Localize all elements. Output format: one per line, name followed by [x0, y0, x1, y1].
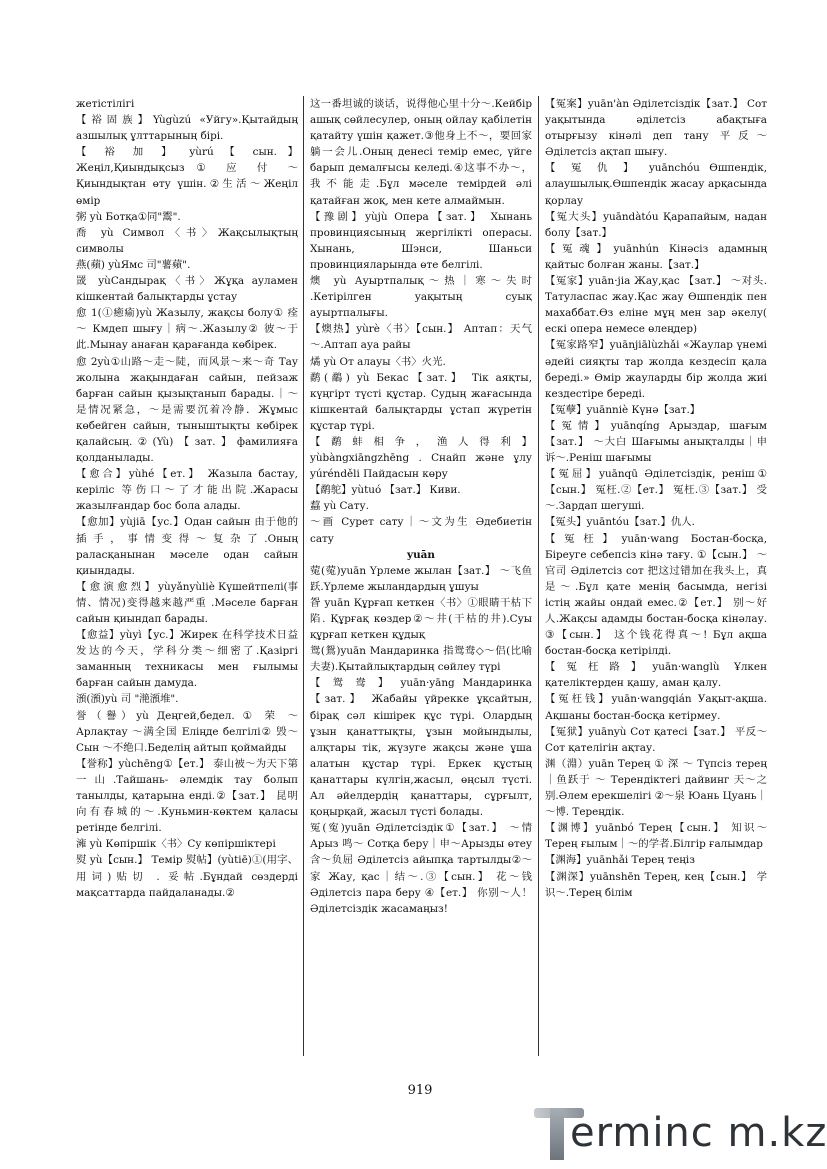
dictionary-entry: 【渊海】yuānhǎi Терең теңіз: [545, 854, 695, 867]
dictionary-entry: 蠚 yù Сату.: [310, 500, 369, 513]
dictionary-entry: 罭 yùСандырақ〈书〉Жұқа ауламен кішкентай балықтарды ұстау: [76, 275, 298, 304]
dictionary-entry: 燕(蘋) yùЯмс 司"薯蘋".: [76, 258, 191, 271]
dictionary-entry: 【愈加】yùjiā【ус.】Одан сайын 由于他的插手，事情变得～复杂了.Оның раласқанынан мәселе одан сайын қиындады.: [76, 516, 298, 577]
dictionary-entry: 【冤头】yuāntóu【зат.】仇人.: [545, 516, 695, 529]
dictionary-entry: 喬 yù Символ〈书〉Жақсылықтың символы: [76, 226, 298, 255]
dictionary-entry: 【燠热】yùrè〈书〉【сын.】 Аптап：天气～.Аптап ауа райы: [310, 323, 532, 352]
dictionary-entry: 渊（淵）yuān Терең ① 深 ～ Түпсіз терең｜鱼跃于 ～ Терендіктегі дайвинг 天～之别.Әлем ерекшелігі ②～泉 Юань Цуань｜～博. Тереңдік.: [545, 757, 767, 819]
dictionary-entry: 熨 yù【сын.】 Темір 熨帖】(yùtiē)①(用字、用词)贴切 . 妥帖.Бұндай сөздерді мақсаттарда пайдаланады.②: [76, 854, 298, 899]
dictionary-entry: 【渊深】yuānshēn Терең, кең【сын.】 学识～.Терең білім: [545, 870, 767, 899]
dictionary-entry: 愈 1(①癒瘉)yù Жазылу, жақсы болу① 痊～ Кмдеп шығу｜病～.Жазылу② 彼～于此.Мынау анаған қарағанда көбірек.: [76, 307, 298, 352]
dictionary-entry: 愈 2yù①山路～走～陡，而风景～来～奇 Тау жолына жақындаған сайын, пейзаж барған сайын қызықтанып барады.｜～是情况紧急，～是需要沉着冷静．Жұмыс көбейген сайын, тыныштықты көбірек қалайсың.②(Yù)【зат.】фамилияға қолданылады.: [76, 355, 298, 465]
dictionary-entry: 【 冤 仇 】 yuānchóu Өшпендік, алаушылық.Өшпендік жасау арқасында қорлау: [545, 162, 767, 207]
termincom-logo: [520, 1104, 827, 1162]
dictionary-entry: 澦(澦)yù 司 "滟澦堆".: [76, 693, 179, 706]
dictionary-entry: 【 鹬 蚌 相 争 ， 渔 人 得 利 】 yùbàngxiāngzhēng . Снайп және ұлу yúrénděli Пайдасын көру: [310, 435, 532, 481]
dictionary-entry: 【冤孽】yuānniè Күнә【зат.】: [545, 403, 701, 416]
section-headword: yuān: [407, 548, 435, 561]
dictionary-entry: 【冤家路窄】yuānjiālùzhǎi «Жаулар үнемі әдейі сияқты тар жолда кездесіп қала береді.» Өмір жауларды бір жолда жиі кездестіре береді.: [545, 339, 767, 400]
dictionary-entry: 【冤魂】yuānhún Кінәсіз адамның қайтыс болған жаны.【зат.】: [545, 242, 767, 271]
dictionary-entry: 誉（譽）yù Деңгей,бедел. ① 荣 ～ Арлақтау ～满全国 Еліңде белгілі② 毁～ Сын ～不绝口.Беделің айтып қоймайды: [76, 709, 298, 754]
dictionary-entry: 【冤大头】yuāndàtóu Қарапайым, надан болу【зат.】: [545, 210, 767, 239]
dictionary-entry: 燠 yù Ауыртпалық～热｜寒～失时 .Кетірілген уақытың суық ауыртпалығы.: [310, 275, 532, 320]
dictionary-entry: 【豫剧】yùjù Опера【зат.】 Хынань провинциясының жергілікті операсы. Хынань, Шэнси, Шаньси провинцияларында өте белгілі.: [310, 210, 532, 271]
dictionary-entry: ～画 Сурет сату｜～文为生 Әдебиетін сату: [310, 516, 532, 545]
dictionary-entry: 【鹬鸵】yùtuó 【зат.】 Киви.: [310, 484, 461, 497]
dictionary-entry: 燏 yù От алауы〈书〉火光.: [310, 355, 446, 368]
dictionary-entry: 【冤枉路】yuān·wanglù Ұлкен қателіктерден қашу, аман қалу.: [545, 661, 767, 690]
dictionary-entry: 【冤狱】yuānyù Сот қатесі【зат.】 平反～Сот қателігін ақтау.: [545, 725, 767, 754]
dictionary-entry: 【冤枉钱】yuān·wangqián Уақыт-ақша. Ақшаны бостан-босқа кетірмеу.: [545, 693, 767, 722]
dictionary-entry: 【冤家】yuān·jia Жау,қас 【зат.】 ～对头. Татуласпас жау.Қас жау Өшпендік пен махаббат.Өз еліне мұң мен зар әкелу( ескі опера немесе өлеңдер): [545, 275, 767, 336]
logo-text: erminc m.kz: [570, 1110, 827, 1156]
column-right: [545, 96, 767, 1056]
dictionary-entry: 【裕固族】Yùgùzú «Уйгу».Қытайдың азшылық ұлттарының бірі.: [76, 114, 298, 143]
dictionary-entry: жетістілігі: [76, 98, 135, 110]
dictionary-entry: 【 裕 加 】 yùrú 【 сын. 】 Жеңіл,Қиындықсыз ① 应 付 ～ Қиындықтан өту үшін.②生活～Жеңіл өмір: [76, 146, 298, 207]
dictionary-entry: 蒬(蒬)yuān Үрлеме жылан【зат.】 ～飞鱼跃.Үрлеме жыландардың ұшуы: [310, 564, 532, 593]
column-divider: [538, 96, 539, 1056]
dictionary-entry: 鸳(鴛)yuān Мандаринка 指鸳鸯◇～侣(比喻夫妻).Қытайлықтардың сөйлеу түрі: [310, 645, 532, 674]
dictionary-entry: 【冤情】yuānqíng Арыздар, шағым 【зат.】 ～大白 Шағымы анықталды｜申诉～.Реніш шағымы: [545, 419, 767, 465]
dictionary-entry: 这一番坦诚的谈话，说得他心里十分～.Кейбір ашық сөйлесулер, оның ойлау қабілетін қатайту үшін қажет.③他身上不～，要回家躺一会儿.Оның денесі темір емес, үйге барып демалғысы келеді.④这事不办～，我不能走.Бұл мәселе темірдей әлі қатайған жоқ, мен кете алмаймын.: [310, 98, 532, 207]
dictionary-entry: 【愈合】yùhé【ет.】 Жазыла бастау, керiліс 等伤口～了才能出院.Жарасы жазылғандар бос бола алады.: [76, 468, 298, 513]
dictionary-entry: 粥 yù Ботқа①同"鬻".: [76, 210, 181, 223]
page-number: 919: [407, 1083, 433, 1098]
dictionary-entry: 冤(寃)yuān Әділетсіздік①【зат.】 ～情 Арыз 鸣～ Сотқа беру｜申～Арызды өтеу 含～负屈 Әділетсіз айыпқа тартылды②～家 Жау, қас｜结～.③【сын.】 花～钱 Әділетсіз пара беру ④【ет.】 你别～人！Әділетсіздік жасамаңыз!: [310, 822, 532, 915]
dictionary-entry: 澭 yù Көпіршік〈书〉Су көпіршіктері: [76, 838, 276, 851]
dictionary-entry: 【愈益】yùyì【ус.】Жирек 在科学技术日益发达的今天，学科分类～细密了.Қазіргі заманның техникасы мен ғылымы барған сайын дамуда.: [76, 629, 298, 690]
dictionary-entry: 鹬(鷸) yù Бекас【зат.】 Тік аяқты, күңгірт түсті құстар. Судың жағасында кішкентай балықтарды ұстап жүретін құстар түрі.: [310, 371, 532, 432]
column-left: [76, 96, 298, 1056]
dictionary-entry: 【冤案】yuān'àn Әділетсіздік【зат.】 Сот уақытында әділетсіз абақтыға отырғызу кінәлі деп тану 平反～Әділетсіз ақтап шығу.: [545, 98, 767, 159]
column-middle: [310, 96, 532, 1056]
logo-t-stem: [550, 1108, 564, 1160]
dictionary-entry: 【 鸳 鸯 】 yuān·yāng Мандаринка 【зат.】 Жабайы үйрекке ұқсайтын, бірақ сәл кішірек құс түрі. Олардың ұзын қанаттықты, ұзын мойындылы, алқтары тік, жүзуге жақсы және ұша алатын құстар түрі. Еркек құстың қанаттары күлгін,жасыл, өңсыл түсті. Ал әйелдердің қанаттары, сұрғылт, қоңырқай, жасыл түсті болады.: [310, 677, 532, 819]
dictionary-entry: 【冤屈】yuānqū Әділетсіздік, реніш①【сын.】 冤枉.②【ет.】 冤枉.③【зат.】 受～.Зардап шегуші.: [545, 468, 767, 513]
dictionary-entry: 【渊博】yuānbó Терең【сын.】 知识～ Терең ғылым｜～的学者.Білгір ғалымдар: [545, 822, 767, 851]
column-divider: [303, 96, 304, 1056]
dictionary-entry: 【誉称】yùchēng①【ет.】 泰山被～为天下第一山.Тайшань- әлемдік тау болып танылды, қатарына енді.②【зат.】 昆明向有春城的～.Куньмин-көктем қаласы ретінде белгілі.: [76, 757, 298, 835]
dictionary-entry: 眢 yuān Құрғап кеткен〈书〉①眼睛干枯下陷. Құрғақ көздер②～井(干枯的井).Суы құрғап кеткен құдық: [310, 596, 532, 642]
dictionary-entry: 【冤枉】yuān·wang Бостан-босқа, Біреуге себепсіз кінә тағу. ①【сын.】 ～官司 Әділетсіз сот 把这过错加在我头上，真是～.Бұл қате менің басымда, негізі істің жайы ондай емес.②【ет.】 别～好人.Жақсы адамды бостан-босқа кінәлау. ③【сын.】 这个钱花得真～! Бұл ақша бостан-босқа кетірілді.: [545, 532, 767, 658]
dictionary-entry: 【 愈 演 愈 烈 】 yùyǎnyùliè Күшейтпелі(事情、情况)变得越来越严重 .Мәселе барған сайын қиындап барады.: [76, 580, 298, 625]
